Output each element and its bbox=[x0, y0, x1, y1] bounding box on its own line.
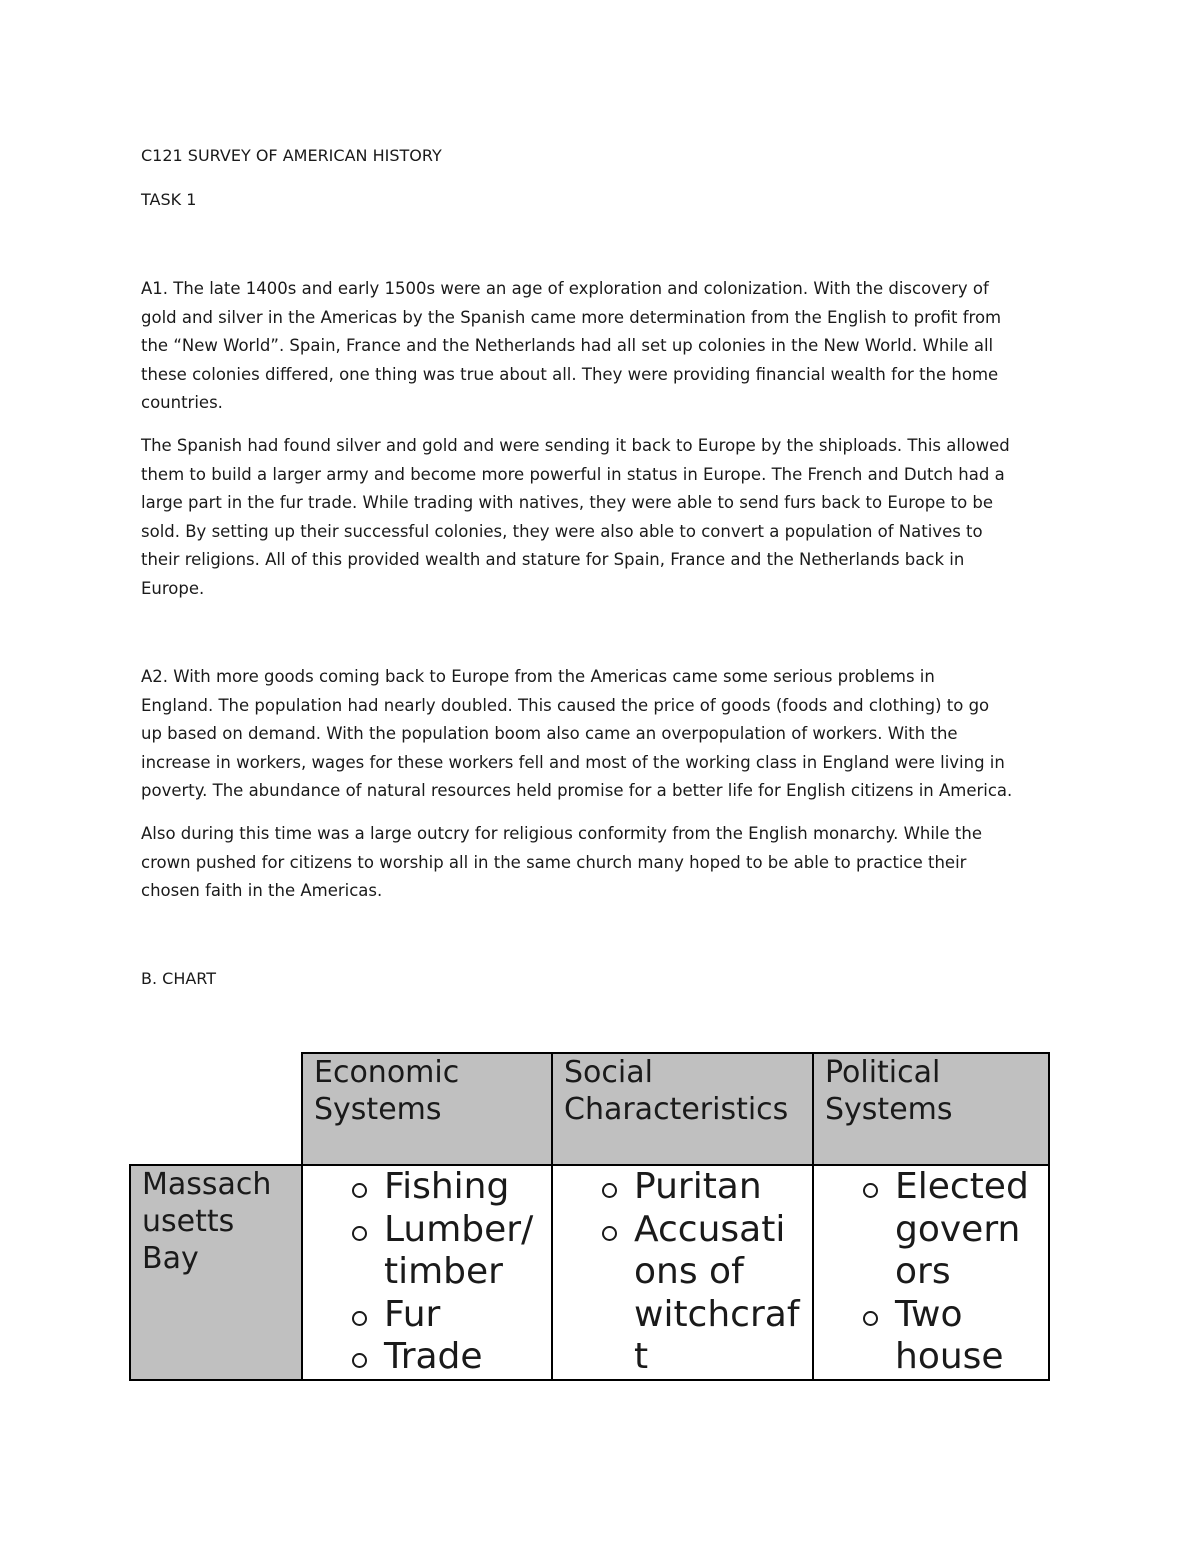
list-item bbox=[863, 1166, 1048, 1294]
circle-bullet-icon bbox=[352, 1353, 367, 1368]
text-line: Also during this time was a large outcry for religious conformity from the English monarchy. While the bbox=[141, 824, 982, 843]
header-line: Political bbox=[825, 1055, 941, 1090]
social-list bbox=[553, 1166, 812, 1379]
column-header-economic bbox=[302, 1053, 552, 1165]
text-line: increase in workers, wages for these workers fell and most of the working class in England were living in bbox=[141, 752, 1005, 772]
row-label-line: Bay bbox=[142, 1241, 199, 1276]
document-title: C121 SURVEY OF AMERICAN HISTORY bbox=[141, 146, 442, 165]
a1-paragraph-1 bbox=[141, 275, 1066, 418]
text-line: The Spanish had found silver and gold and were sending it back to Europe by the shiploads. This allowed bbox=[141, 436, 1010, 455]
text-line: A1. The late 1400s and early 1500s were an age of exploration and colonization. With the discovery of bbox=[141, 279, 989, 298]
header-line: Economic bbox=[314, 1055, 460, 1090]
item-text: witchcraf bbox=[634, 1293, 800, 1335]
text-line: their religions. All of this provided wealth and stature for Spain, France and the Netherlands back in bbox=[141, 550, 965, 570]
text-line: up based on demand. With the population boom also came an overpopulation of workers. With the bbox=[141, 724, 958, 744]
item-text: ors bbox=[895, 1251, 951, 1292]
economic-list bbox=[303, 1166, 551, 1379]
item-text: t bbox=[634, 1336, 649, 1377]
text-line: countries. bbox=[141, 393, 223, 413]
text-line: them to build a larger army and become more powerful in status in Europe. The French and Dutch had a bbox=[141, 464, 1005, 484]
header-line: Characteristics bbox=[564, 1092, 789, 1127]
text-line: sold. By setting up their successful colonies, they were also able to convert a population of Natives to bbox=[141, 521, 983, 541]
text-line: the “New World”. Spain, France and the Netherlands had all set up colonies in the New World. While all bbox=[141, 336, 994, 356]
item-text: Trade bbox=[384, 1336, 483, 1377]
list-item bbox=[352, 1209, 551, 1294]
item-text: Fishing bbox=[384, 1166, 510, 1207]
a1-paragraph-2 bbox=[141, 432, 1066, 604]
item-text: Elected bbox=[895, 1166, 1029, 1207]
political-list bbox=[814, 1166, 1048, 1379]
text-line: A2. With more goods coming back to Europe from the Americas came some serious problems in bbox=[141, 667, 935, 686]
circle-bullet-icon bbox=[352, 1226, 367, 1241]
row-header-massachusetts-bay bbox=[130, 1165, 302, 1380]
text-line: large part in the fur trade. While trading with natives, they were able to send furs back to Europe to be bbox=[141, 493, 994, 513]
cell-economic bbox=[302, 1165, 552, 1380]
item-text: Puritan bbox=[634, 1166, 762, 1207]
circle-bullet-icon bbox=[602, 1226, 617, 1241]
header-line: Systems bbox=[825, 1092, 953, 1127]
cell-political bbox=[813, 1165, 1049, 1380]
circle-bullet-icon bbox=[352, 1311, 367, 1326]
list-item bbox=[863, 1294, 1048, 1379]
a2-paragraph-1 bbox=[141, 663, 1066, 806]
list-item bbox=[352, 1166, 551, 1209]
text-line: these colonies differed, one thing was true about all. They were providing financial wealth for the home bbox=[141, 364, 999, 384]
circle-bullet-icon bbox=[602, 1183, 617, 1198]
section-b-heading: B. CHART bbox=[141, 969, 217, 988]
task-label: TASK 1 bbox=[141, 190, 197, 209]
text-line: chosen faith in the Americas. bbox=[141, 881, 383, 901]
list-item bbox=[352, 1294, 551, 1337]
column-header-social bbox=[552, 1053, 813, 1165]
circle-bullet-icon bbox=[863, 1183, 878, 1198]
item-text: govern bbox=[895, 1208, 1021, 1250]
colony-chart bbox=[129, 1052, 1050, 1381]
item-text: Lumber/ bbox=[384, 1208, 534, 1250]
item-text: Accusati bbox=[634, 1208, 786, 1250]
list-item bbox=[602, 1166, 812, 1209]
text-line: crown pushed for citizens to worship all in the same church many hoped to be able to practice their bbox=[141, 852, 967, 872]
text-line: poverty. The abundance of natural resources held promise for a better life for English citizens in America. bbox=[141, 781, 1013, 801]
list-item bbox=[352, 1336, 551, 1379]
cell-social bbox=[552, 1165, 813, 1380]
item-text: Fur bbox=[384, 1293, 441, 1335]
circle-bullet-icon bbox=[863, 1311, 878, 1326]
item-text: timber bbox=[384, 1251, 503, 1292]
column-header-political bbox=[813, 1053, 1049, 1165]
text-line: gold and silver in the Americas by the Spanish came more determination from the English to profit from bbox=[141, 307, 1002, 327]
circle-bullet-icon bbox=[352, 1183, 367, 1198]
text-line: Europe. bbox=[141, 578, 205, 598]
item-text: ons of bbox=[634, 1251, 744, 1292]
empty-corner-cell bbox=[130, 1053, 302, 1165]
header-line: Systems bbox=[314, 1092, 442, 1127]
chart-header-row bbox=[130, 1053, 1049, 1165]
item-text: Two bbox=[895, 1293, 963, 1335]
row-label-line: usetts bbox=[142, 1204, 235, 1239]
chart-row-massachusetts-bay bbox=[130, 1165, 1049, 1380]
a2-paragraph-2 bbox=[141, 820, 1066, 906]
item-text: house bbox=[895, 1336, 1004, 1377]
row-label-line: Massach bbox=[142, 1167, 272, 1202]
list-item bbox=[602, 1209, 812, 1379]
header-line: Social bbox=[564, 1055, 653, 1090]
text-line: England. The population had nearly doubled. This caused the price of goods (foods and clothing) to go bbox=[141, 695, 990, 715]
